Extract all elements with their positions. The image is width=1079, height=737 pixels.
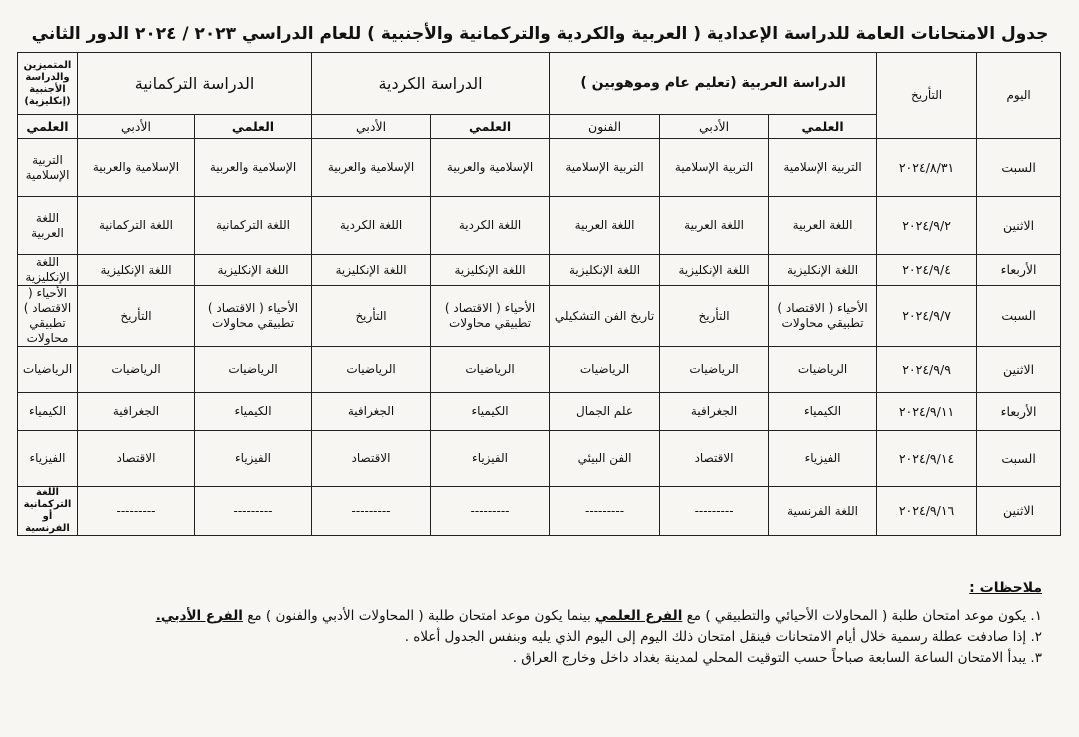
subject-cell: التربية الإسلامية [660,139,769,197]
page-title: جدول الامتحانات العامة للدراسة الإعدادية ( العربية والكردية والتركمانية والأجنبية ) للعام الدراسي ٢٠٢٣ / ٢٠٢٤ الدور الثاني [31,24,1049,44]
header-day: اليوم [977,53,1061,139]
sub-header: الأدبي [78,115,195,139]
subject-cell: اللغة الكردية [431,197,550,255]
subject-cell: الأحياء ( الاقتصاد ) تطبيقي محاولات [195,286,312,347]
subject-cell: الفيزياء [431,431,550,487]
subject-cell: الأحياء ( الاقتصاد ) تطبيقي محاولات [18,286,78,347]
table-row [18,139,1061,197]
subject-cell: اللغة العربية [769,197,877,255]
subject-cell: الأحياء ( الاقتصاد ) تطبيقي محاولات [769,286,877,347]
table-row [18,197,1061,255]
day-cell: السبت [977,431,1061,487]
subject-cell: اللغة الإنكليزية [18,255,78,286]
table-row [18,255,1061,286]
subject-cell: التأريخ [660,286,769,347]
subject-cell: --------- [660,487,769,536]
note-1-scientific-branch: الفرع العلمي [595,607,683,624]
sub-header: العلمي [431,115,550,139]
subject-cell: الإسلامية والعربية [195,139,312,197]
sub-header: الأدبي [312,115,431,139]
subject-cell: التربية الإسلامية [769,139,877,197]
subject-cell: الفيزياء [769,431,877,487]
day-cell: الاثنين [977,197,1061,255]
subject-cell: التأريخ [312,286,431,347]
subject-cell: الرياضيات [431,347,550,393]
subject-cell: الاقتصاد [78,431,195,487]
subject-cell: اللغة التركمانية أو الفرنسية [18,487,78,536]
sub-header: الفنون [550,115,660,139]
table-row [18,487,1061,536]
subject-cell: --------- [550,487,660,536]
table-row [18,431,1061,487]
subject-cell: الكيمياء [18,393,78,431]
table-row [18,393,1061,431]
sub-header: العلمي [18,115,78,139]
subject-cell: --------- [431,487,550,536]
sub-header: العلمي [195,115,312,139]
date-cell: ٢٠٢٤/٩/١٤ [877,431,977,487]
subject-cell: اللغة الإنكليزية [78,255,195,286]
subject-cell: اللغة العربية [660,197,769,255]
day-cell: السبت [977,139,1061,197]
table-row [18,286,1061,347]
subject-cell: التربية الإسلامية [18,139,78,197]
subject-cell: الرياضيات [769,347,877,393]
date-cell: ٢٠٢٤/٨/٣١ [877,139,977,197]
date-cell: ٢٠٢٤/٩/٢ [877,197,977,255]
note-1 [20,606,1042,627]
day-cell: الاثنين [977,347,1061,393]
subject-cell: الإسلامية والعربية [431,139,550,197]
subject-cell: التأريخ [78,286,195,347]
subject-cell: اللغة التركمانية [195,197,312,255]
note-1-text-a: ١. يكون موعد امتحان طلبة ( المحاولات الأحيائي والتطبيقي ) مع [686,607,1042,624]
sub-header: الأدبي [660,115,769,139]
date-cell: ٢٠٢٤/٩/٩ [877,347,977,393]
subject-cell: الاقتصاد [312,431,431,487]
subject-cell: الفن البيئي [550,431,660,487]
notes-heading: ملاحظات : [969,580,1042,596]
subject-cell: الاقتصاد [660,431,769,487]
subject-cell: اللغة الكردية [312,197,431,255]
subject-cell: اللغة الإنكليزية [660,255,769,286]
subject-cell: --------- [312,487,431,536]
header-foreign-study: المتميزين والدراسة الأجنبية (إنكليزية) [18,53,78,115]
note-3: ٣. يبدأ الامتحان الساعة السابعة صباحاً حسب التوقيت المحلي لمدينة بغداد داخل وخارج العراق . [512,649,1042,666]
subject-cell: الكيمياء [195,393,312,431]
subject-cell: علم الجمال [550,393,660,431]
subject-cell: اللغة الإنكليزية [195,255,312,286]
day-cell: الأربعاء [977,393,1061,431]
subject-cell: اللغة الفرنسية [769,487,877,536]
subject-cell: الفيزياء [195,431,312,487]
date-cell: ٢٠٢٤/٩/٤ [877,255,977,286]
table-row [18,347,1061,393]
subject-cell: التربية الإسلامية [550,139,660,197]
sub-header: العلمي [769,115,877,139]
date-cell: ٢٠٢٤/٩/١١ [877,393,977,431]
subject-cell: الكيمياء [431,393,550,431]
subject-cell: الرياضيات [312,347,431,393]
header-kurdish-study: الدراسة الكردية [312,53,550,115]
header-date: التأريخ [877,53,977,139]
subject-cell: الأحياء ( الاقتصاد ) تطبيقي محاولات [431,286,550,347]
subject-cell: --------- [78,487,195,536]
subject-cell: الفيزياء [18,431,78,487]
subject-cell: اللغة الإنكليزية [550,255,660,286]
notes-section [20,578,1042,668]
subject-cell: الرياضيات [550,347,660,393]
subject-cell: الرياضيات [195,347,312,393]
subject-cell: اللغة الإنكليزية [769,255,877,286]
note-2: ٢. إذا صادفت عطلة رسمية خلال أيام الامتحانات فينقل امتحان ذلك اليوم إلى اليوم الذي يليه وبنفس الجدول أعلاه . [404,628,1042,645]
note-1-literary-branch: الفرع الأدبي. [155,607,243,624]
day-cell: الاثنين [977,487,1061,536]
subject-cell: اللغة العربية [550,197,660,255]
subject-cell: الرياضيات [78,347,195,393]
subject-cell: اللغة التركمانية [78,197,195,255]
subject-cell: الجغرافية [660,393,769,431]
subject-cell: تاريخ الفن التشكيلي [550,286,660,347]
subject-cell: الجغرافية [78,393,195,431]
day-cell: السبت [977,286,1061,347]
date-cell: ٢٠٢٤/٩/٧ [877,286,977,347]
subject-cell: اللغة الإنكليزية [312,255,431,286]
subject-cell: الرياضيات [18,347,78,393]
subject-cell: الجغرافية [312,393,431,431]
subject-cell: الكيمياء [769,393,877,431]
subject-cell: اللغة الإنكليزية [431,255,550,286]
subject-cell: --------- [195,487,312,536]
subject-cell: الإسلامية والعربية [312,139,431,197]
subject-cell: اللغة العربية [18,197,78,255]
exam-schedule-table [17,52,1061,536]
header-arabic-study: الدراسة العربية (تعليم عام وموهوبين ) [550,53,877,115]
subject-cell: الرياضيات [660,347,769,393]
subject-cell: الإسلامية والعربية [78,139,195,197]
date-cell: ٢٠٢٤/٩/١٦ [877,487,977,536]
note-1-text-c: بينما يكون موعد امتحان طلبة ( المحاولات الأدبي والفنون ) مع [247,607,591,624]
header-turkmen-study: الدراسة التركمانية [78,53,312,115]
day-cell: الأربعاء [977,255,1061,286]
